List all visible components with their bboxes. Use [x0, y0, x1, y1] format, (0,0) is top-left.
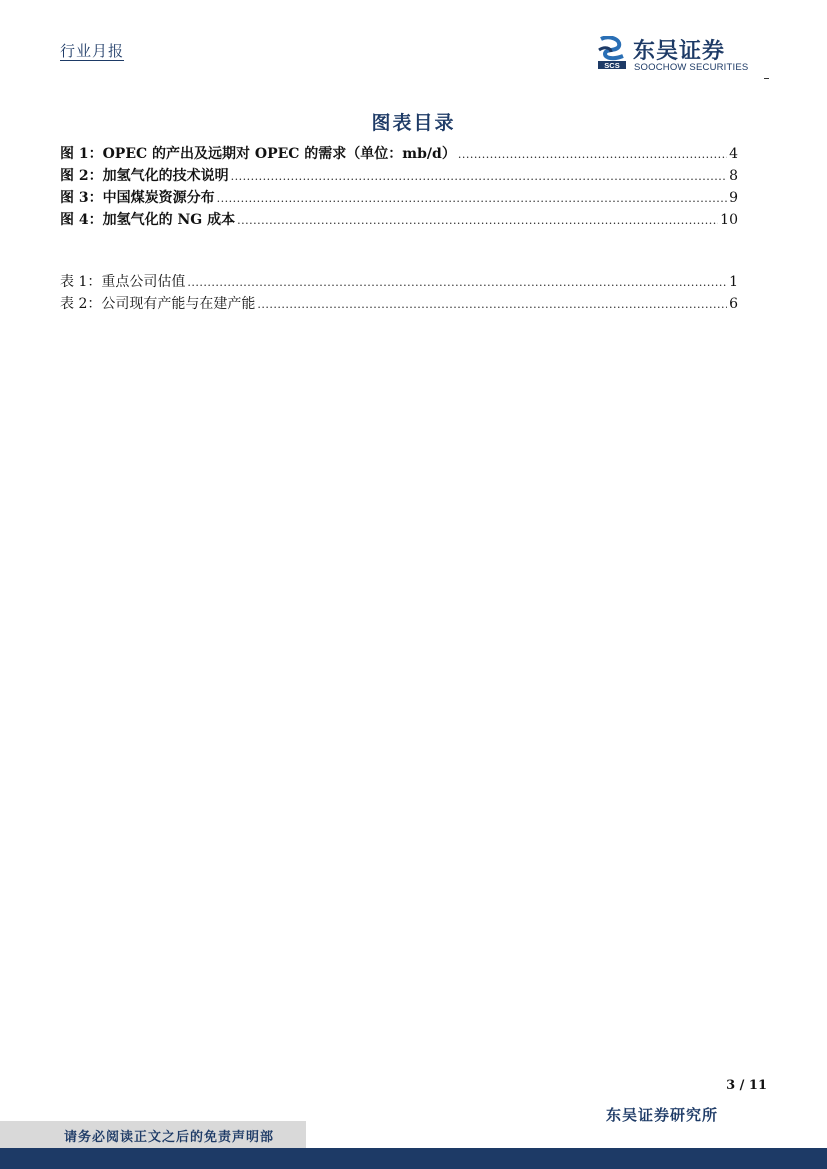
dot-leader — [458, 148, 727, 161]
dot-leader — [237, 214, 718, 227]
toc-entry-table-2[interactable] — [60, 293, 738, 315]
footer-bar — [0, 1148, 827, 1169]
disclaimer-banner — [0, 1121, 306, 1148]
toc-title: 图表目录 — [371, 112, 456, 134]
toc-entry-figure-2[interactable] — [60, 165, 738, 187]
toc-entry-page: 6 — [729, 296, 738, 312]
logo-name-en: SOOCHOW SECURITIES — [634, 62, 749, 73]
figure-list — [60, 143, 738, 231]
toc-entry-page: 9 — [729, 190, 738, 206]
dot-leader — [231, 170, 727, 183]
toc-entry-figure-4[interactable] — [60, 209, 738, 231]
dot-leader — [257, 298, 727, 311]
toc-entry-label: 图 2：加氢气化的技术说明 — [60, 168, 229, 184]
soochow-logo-icon — [597, 36, 627, 70]
doc-type-label: 行业月报 — [60, 42, 125, 60]
table-list — [60, 271, 738, 315]
toc-entry-label: 表 1：重点公司估值 — [60, 274, 186, 290]
toc-entry-page: 4 — [729, 146, 738, 162]
toc-entry-page: 1 — [729, 274, 738, 290]
dot-leader — [187, 276, 727, 289]
dot-leader — [217, 192, 727, 205]
logo-name-cn: 东吴证券 — [633, 39, 726, 64]
toc-entry-table-1[interactable] — [60, 271, 738, 293]
toc-entry-label: 图 3：中国煤炭资源分布 — [60, 190, 215, 206]
toc-entry-label: 图 1：OPEC 的产出及远期对 OPEC 的需求（单位：mb/d） — [60, 146, 456, 162]
toc-entry-figure-1[interactable] — [60, 143, 738, 165]
toc-entry-figure-3[interactable] — [60, 187, 738, 209]
toc-entry-label: 表 2：公司现有产能与在建产能 — [60, 296, 256, 312]
toc-entry-page: 10 — [720, 212, 738, 228]
toc-entry-page: 8 — [729, 168, 738, 184]
disclaimer-text: 请务必阅读正文之后的免责声明部 — [64, 1130, 275, 1145]
toc-entry-label: 图 4：加氢气化的 NG 成本 — [60, 212, 236, 228]
footer-org-name: 东吴证券研究所 — [606, 1106, 719, 1124]
svg-text:SCS: SCS — [604, 61, 620, 70]
header-divider — [764, 78, 769, 79]
page-number: 3 / 11 — [726, 1078, 767, 1093]
company-logo — [597, 36, 767, 76]
